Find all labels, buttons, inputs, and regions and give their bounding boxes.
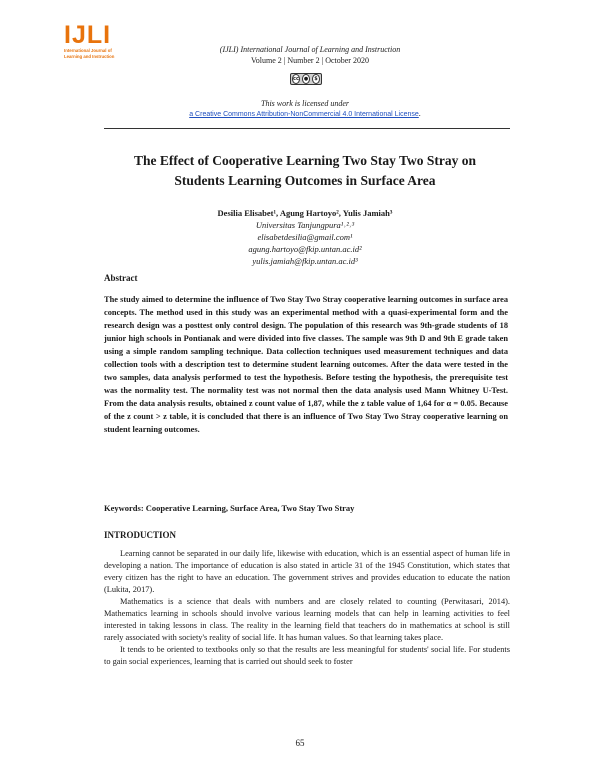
journal-header bbox=[150, 44, 470, 66]
page-number: 65 bbox=[295, 738, 305, 748]
author-names: Desilia Elisabet¹, Agung Hartoyo², Yulis Jamiah³ bbox=[217, 208, 393, 218]
paper-title-line-2: Students Learning Outcomes in Surface Area bbox=[174, 173, 436, 188]
cc-badge-label: cc bbox=[293, 76, 299, 82]
introduction-paragraph-3: It tends to be oriented to textbooks only so that the results are less meaningful for students' social life. For students to gain social experiences, learning that is carried out should seek to foster bbox=[104, 645, 510, 667]
abstract-heading: Abstract bbox=[104, 273, 138, 283]
logo-mark: IJLI bbox=[64, 21, 112, 49]
author-email-3: yulis.jamiah@fkip.untan.ac.id³ bbox=[252, 256, 358, 266]
keywords: Keywords: Cooperative Learning, Surface Area, Two Stay Two Stray bbox=[104, 503, 355, 513]
author-email-2: agung.hartoyo@fkip.untan.ac.id² bbox=[248, 244, 362, 254]
introduction-paragraph-1: Learning cannot be separated in our daily life, likewise with education, which is an essential aspect of human life in developing a nation. The importance of education is also stated in article 31 of the 1945 Constitution, which states that every citizen has the right to have an education. The government strives and provides education to educate the nation (Lukita, 2017). bbox=[104, 549, 510, 595]
author-email-1: elisabetdesilia@gmail.com¹ bbox=[257, 232, 353, 242]
journal-logo bbox=[64, 22, 144, 59]
paper-title bbox=[90, 151, 520, 191]
introduction-body bbox=[104, 548, 510, 668]
abstract-text: The study aimed to determine the influence of Two Stay Two Stray cooperative learning outcomes in surface area concepts. The method used in this study was an experimental method with a quasi-experimental form and the research design was a posttest only control design. The population of this research was 9th-grade students of 18 junior high schools in Pontianak and were divided into five classes. The sample was 9th D and 9th E grade taken using a simple random sampling technique. Data collection techniques used measurement techniques and data collection tools with a description test to determine student learning outcomes. After the data were tested in the two samples, data analysis performed to test the hypothesis. Before testing the hypothesis, the prerequisite test was the normality test. The normality test was not normal then the data analysis used Mann Whitney U-Test. From the data analysis results, obtained z count value of 1,87, while the z table value of 1,64 for α = 0.05. Because of the z count > z table, it is concluded that there is an influence of Two Stay Two Stray cooperative learning on student learning outcomes. bbox=[104, 295, 508, 435]
author-block bbox=[100, 207, 510, 267]
header-divider bbox=[104, 128, 510, 129]
logo-subtitle-line-1: International Journal of bbox=[64, 48, 112, 53]
author-affiliation: Universitas Tanjungpura¹˒²˒³ bbox=[255, 220, 355, 230]
license-block: This work is licensed under a Creative Commons Attribution-NonCommercial 4.0 International License. bbox=[100, 99, 510, 120]
journal-title: (IJLI) International Journal of Learning and Instruction bbox=[219, 45, 401, 54]
cc-license-icon[interactable]: cc ● $ bbox=[290, 73, 322, 85]
journal-volume: Volume 2 | Number 2 | October 2020 bbox=[251, 56, 369, 65]
license-link[interactable]: a Creative Commons Attribution-NonCommercial 4.0 International License bbox=[189, 111, 419, 118]
introduction-heading: INTRODUCTION bbox=[104, 530, 177, 540]
logo-subtitle-line-2: Learning and Instruction bbox=[64, 53, 115, 59]
introduction-paragraph-2: Mathematics is a science that deals with numbers and are closely related to counting (Perwitasari, 2014). Mathematics learning in schools should involve various learning models that can help in learning activities to feel interested in taking lessons in class. The reality in the learning field that teachers do in mathematics at school is still rarely associated with society's reality of social life. It has human values. So that learning takes place. bbox=[104, 597, 510, 643]
license-intro: This work is licensed under bbox=[261, 99, 349, 108]
paper-title-line-1: The Effect of Cooperative Learning Two Stay Two Stray on bbox=[133, 153, 477, 168]
